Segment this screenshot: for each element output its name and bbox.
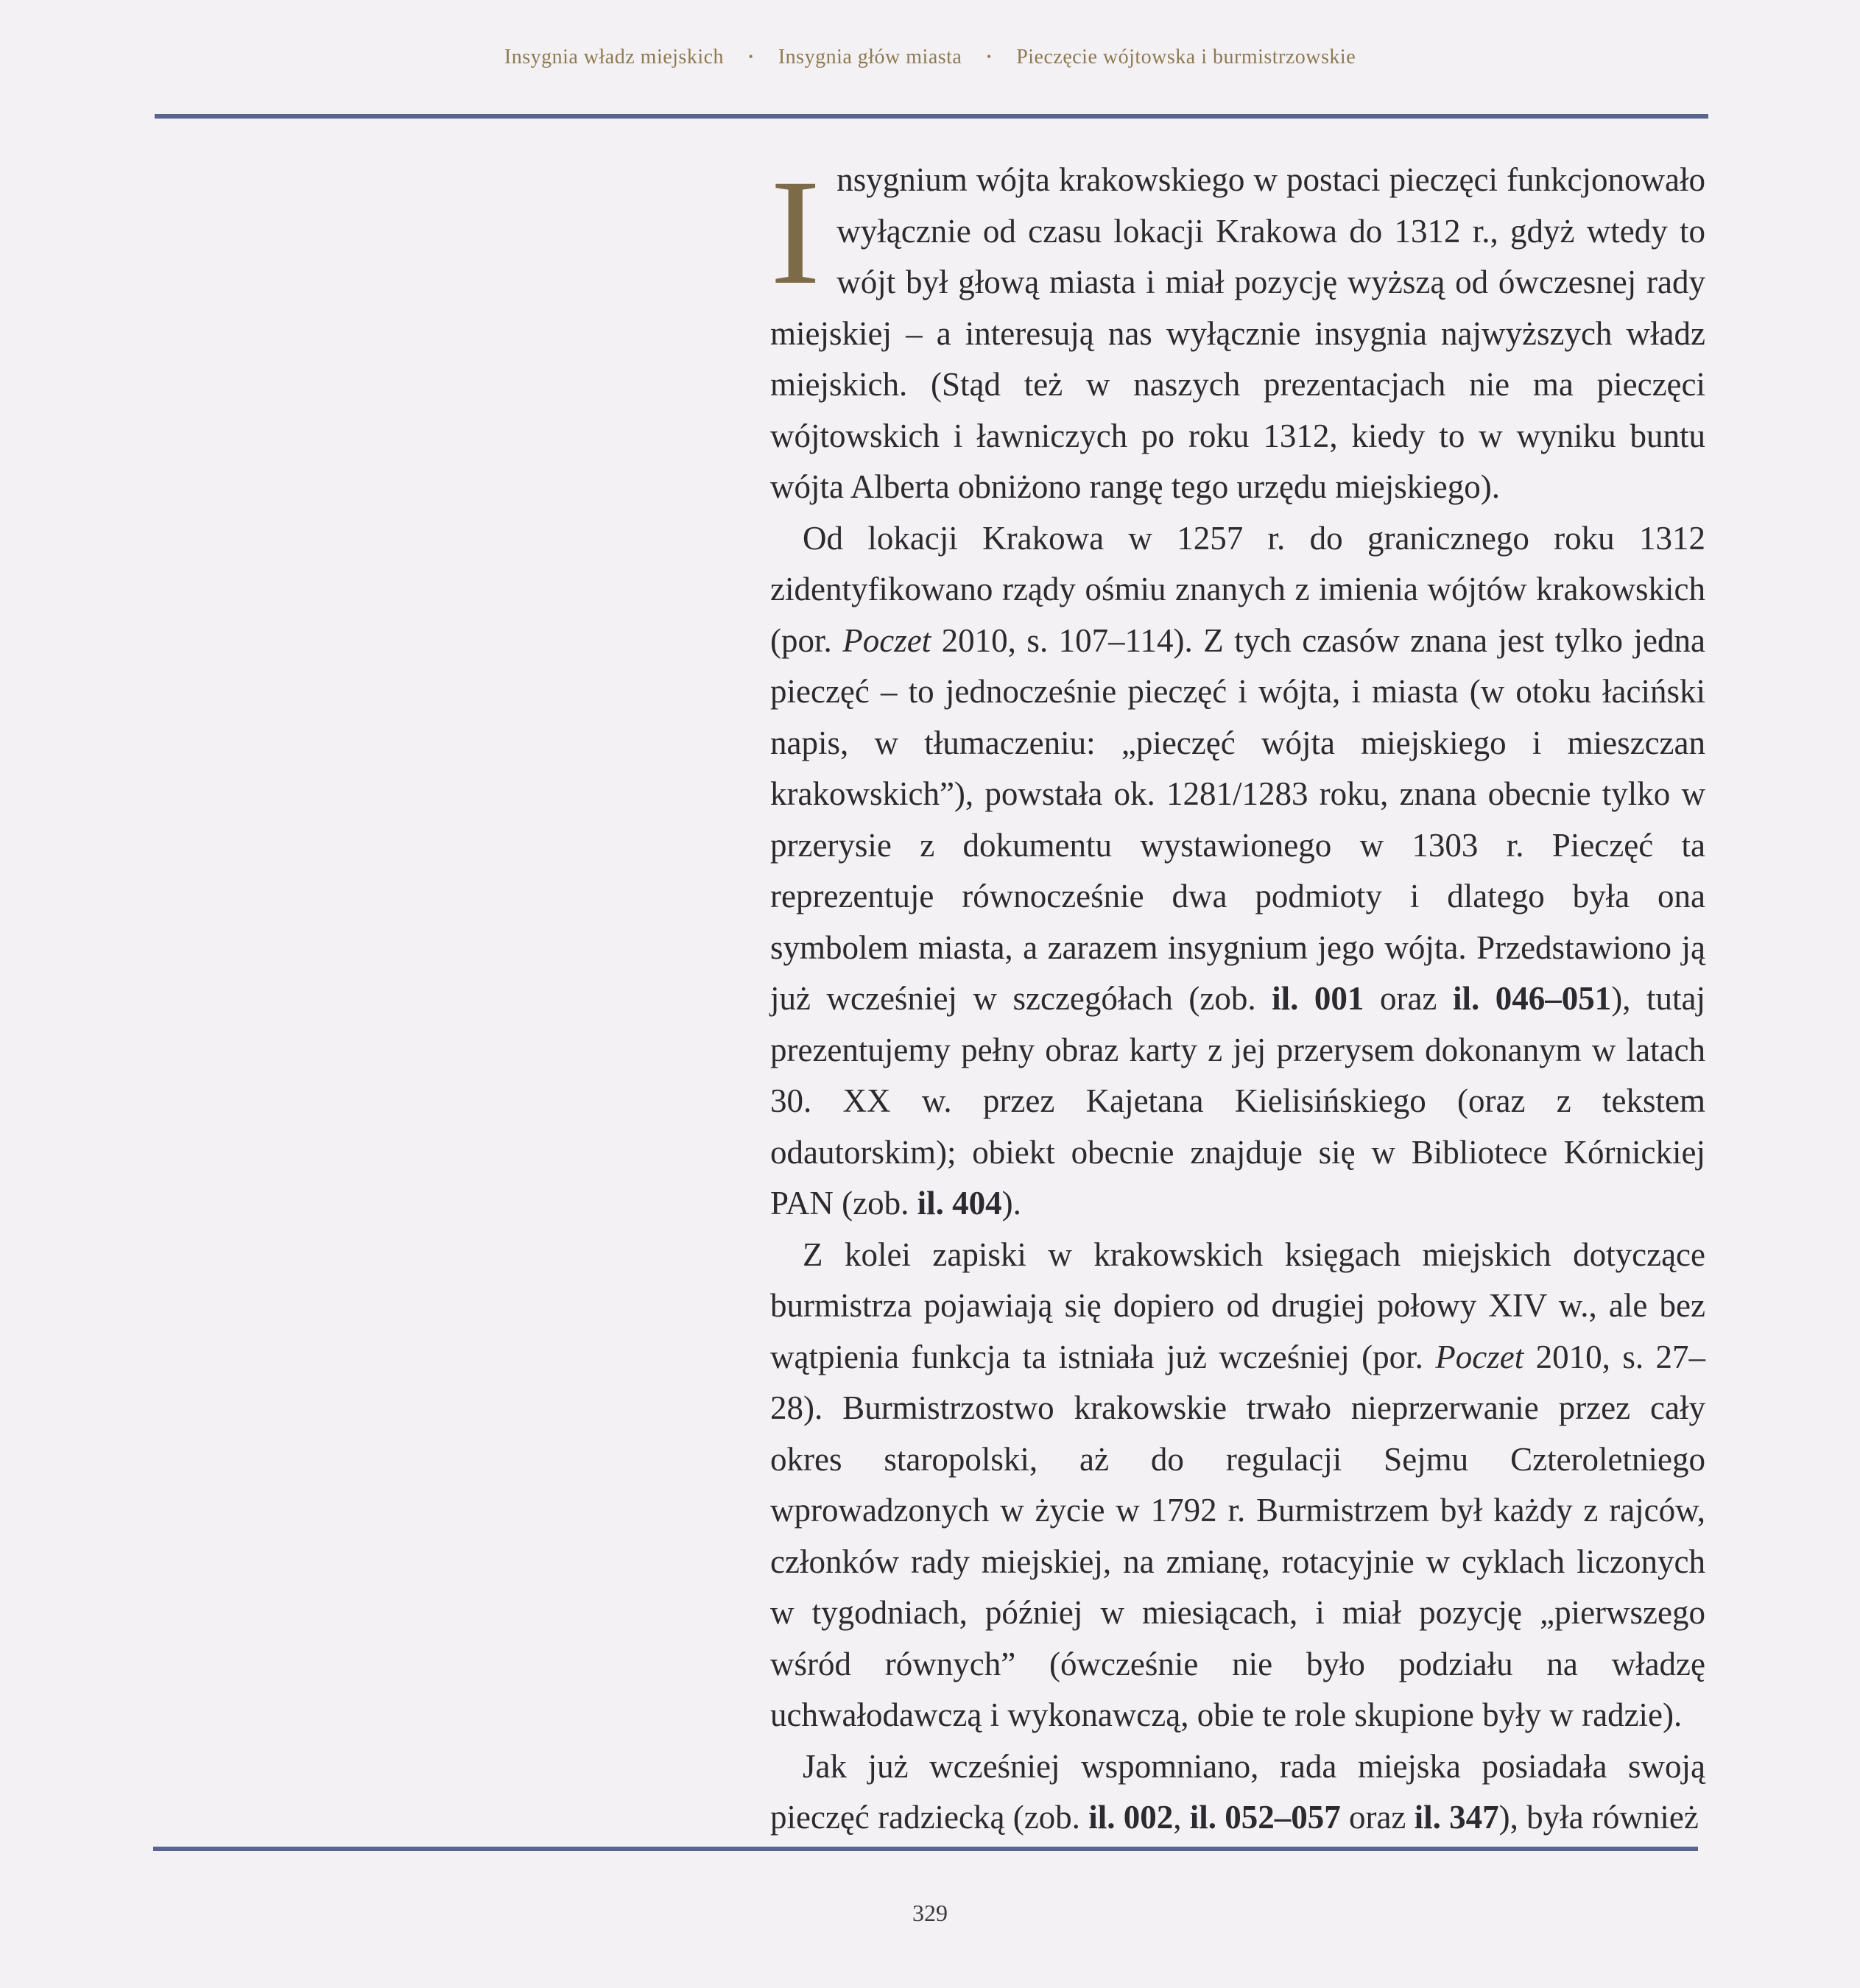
header-separator: • (986, 49, 992, 64)
paragraph-4-text: Jak już wcześniej wspomniano, rada miejska posiadała swoją pieczęć radziecką (zob. (770, 1747, 1705, 1836)
header-subchapter-title: Pieczęcie wójtowska i burmistrzowskie (1016, 46, 1356, 68)
paragraph-2-text: oraz (1364, 980, 1453, 1017)
paragraph-1 (770, 149, 1705, 513)
citation-title: Poczet (842, 621, 931, 659)
bottom-rule (153, 1847, 1698, 1851)
paragraph-3 (770, 1230, 1705, 1741)
illustration-reference: il. 046–051 (1452, 980, 1612, 1017)
paragraph-4 (770, 1741, 1705, 1844)
paragraph-2-text: 2010, s. 107–114). Z tych czasów znana jest tylko jedna pieczęć – to jednocześnie pieczęć i wójta, i miasta (w otoku łaciński napis, w tłumaczeniu: „pieczęć wójta miejskiego i mieszczan krakowskich”), powstała ok. 1281/1283 roku, znana obecnie tylko w przerysie z dokumentu wystawionego w 1303 r. Pieczęć ta reprezentuje równocześnie dwa podmioty i dlatego była ona symbolem miasta, a zarazem insygnium jego wójta. Przedstawiono ją już wcześniej w szczegółach (zob. (770, 621, 1705, 1017)
header-chapter-title: Insygnia głów miasta (778, 46, 962, 68)
paragraph-2-text: ), tutaj prezentujemy pełny obraz karty z jej przerysem dokonanym w latach 30. XX w. przez Kajetana Kielisińskiego (oraz z tekstem odautorskim); obiekt obecnie znajduje się w Bibliotece Kórnickiej PAN (zob. (770, 980, 1705, 1222)
header-separator: • (748, 49, 754, 64)
illustration-reference: il. 052–057 (1189, 1799, 1341, 1836)
paragraph-4-text: oraz (1340, 1799, 1415, 1836)
body-text-column (770, 149, 1705, 1844)
paragraph-1-text: nsygnium wójta krakowskiego w postaci pieczęci funkcjonowało wyłącznie od czasu lokacji Krakowa do 1312 r., gdyż wtedy to wójt był głową miasta i miał pozycję wyższą od ówczesnej rady miejskiej – a interesują nas wyłącznie insygnia najwyższych władz miejskich. (Stąd też w naszych prezentacjach nie ma pieczęci wójtowskich i ławniczych po roku 1312, kiedy to w wyniku buntu wójta Alberta obniżono rangę tego urzędu miejskiego). (770, 161, 1705, 505)
illustration-reference: il. 002 (1088, 1799, 1174, 1836)
header-section-title: Insygnia władz miejskich (504, 46, 725, 68)
paragraph-2 (770, 513, 1705, 1230)
illustration-reference: il. 347 (1414, 1799, 1499, 1836)
paragraph-4-text: ), była również (1498, 1799, 1699, 1836)
paragraph-4-text: , (1173, 1799, 1190, 1836)
illustration-reference: il. 001 (1272, 980, 1364, 1017)
top-rule (155, 114, 1708, 119)
paragraph-2-text: ). (1001, 1185, 1021, 1222)
paragraph-3-text: Z kolei zapiski w krakowskich księgach miejskich dotyczące burmistrza pojawiają się dopiero od drugiej połowy XIV w., ale bez wątpienia funkcja ta istniała już wcześniej (por. (770, 1236, 1705, 1375)
running-header (0, 46, 1860, 69)
citation-title: Poczet (1435, 1338, 1524, 1375)
paragraph-3-text: 2010, s. 27–28). Burmistrzostwo krakowskie trwało nieprzerwanie przez cały okres staropolski, aż do regulacji Sejmu Czteroletniego wprowadzonych w życie w 1792 r. Burmistrzem był każdy z rajców, członków rady miejskiej, na zmianę, rotacyjnie w cyklach liczonych w tygodniach, później w miesiącach, i miał pozycję „pierwszego wśród równych” (ówcześnie nie było podziału na władzę uchwałodawczą i wykonawczą, obie te role skupione były w radzie). (770, 1338, 1705, 1733)
paragraph-2-text: Od lokacji Krakowa w 1257 r. do granicznego roku 1312 zidentyfikowano rządy ośmiu znanych z imienia wójtów krakowskich (por. (770, 519, 1705, 659)
illustration-reference: il. 404 (917, 1185, 1002, 1222)
drop-cap: I (770, 149, 821, 316)
page-number: 329 (912, 1900, 948, 1926)
